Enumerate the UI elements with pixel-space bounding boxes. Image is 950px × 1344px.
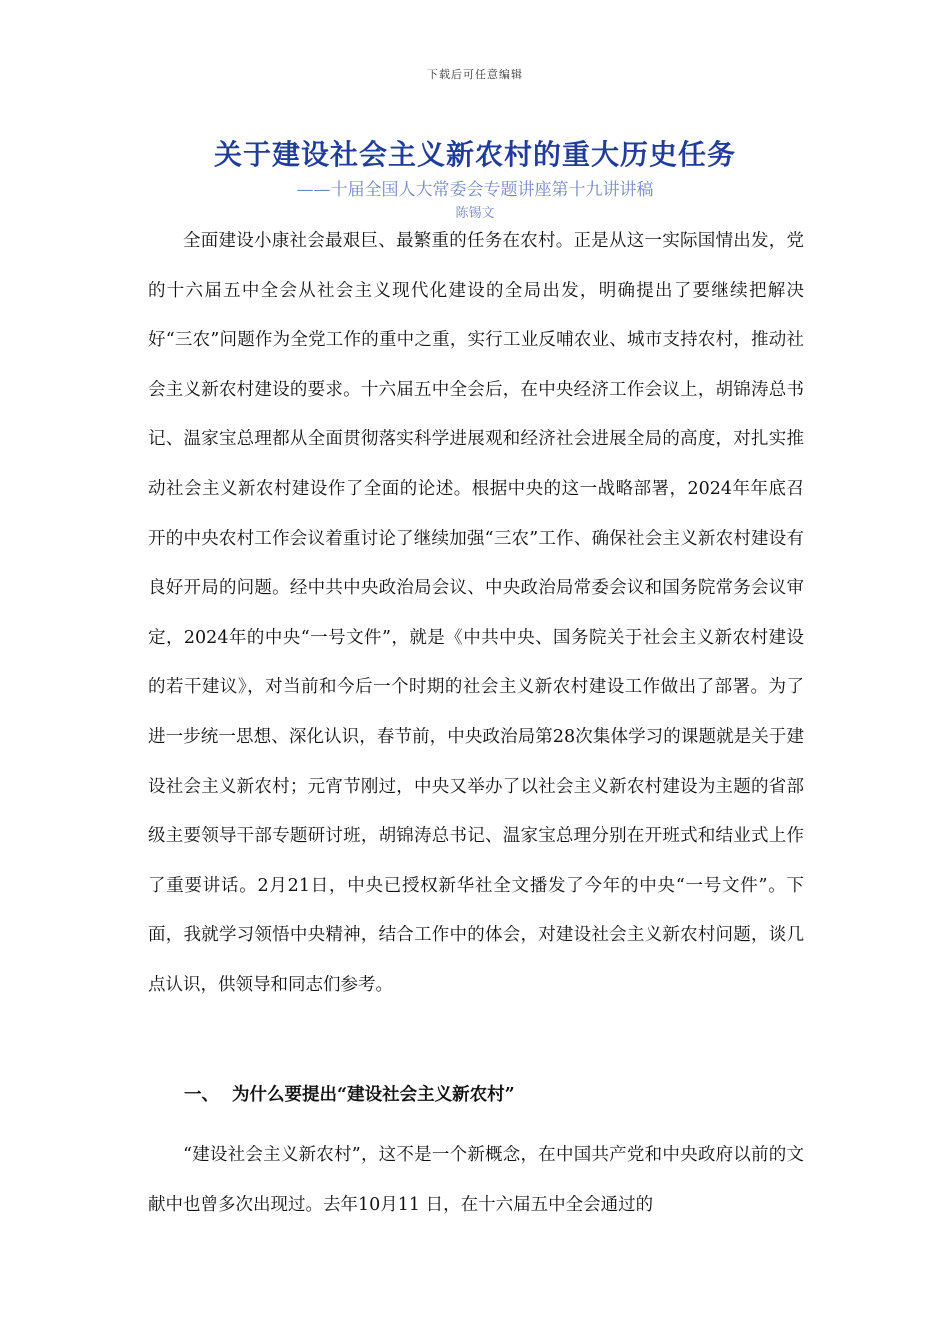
author-name: 陈锡文 [455,206,495,221]
section-number: 一、 [184,1085,219,1105]
section-heading-text: 为什么要提出“建设社会主义新农村” [232,1085,515,1105]
document-subtitle: ——十届全国人大常委会专题讲座第十九讲讲稿 [296,180,654,200]
header-note: 下载后可任意编辑 [427,68,523,81]
document-title: 关于建设社会主义新农村的重大历史任务 [213,138,736,171]
section-heading [184,1081,515,1106]
body-paragraph-1: 全面建设小康社会最艰巨、最繁重的任务在农村。正是从这一实际国情出发，党的十六届五中全会从社会主义现代化建设的全局出发，明确提出了要继续把解决好“三农”问题作为全党工作的重中之重，实行工业反哺农业、城市支持农村，推动社会主义新农村建设的要求。十六届五中全会后，在中央经济工作会议上，胡锦涛总书记、温家宝总理都从全面贯彻落实科学进展观和经济社会进展全局的高度，对扎实推动社会主义新农村建设作了全面的论述。根据中央的这一战略部署，2024年年底召开的中央农村工作会议着重讨论了继续加强“三农”工作、确保社会主义新农村建设有良好开局的问题。经中共中央政治局会议、中央政治局常委会议和国务院常务会议审定，2024年的中央“一号文件”，就是《中共中央、国务院关于社会主义新农村建设的若干建议》，对当前和今后一个时期的社会主义新农村建设工作做出了部署。为了进一步统一思想、深化认识，春节前，中央政治局第28次集体学习的课题就是关于建设社会主义新农村；元宵节刚过，中央又举办了以社会主义新农村建设为主题的省部级主要领导干部专题研讨班，胡锦涛总书记、温家宝总理分别在开班式和结业式上作了重要讲话。2月21日，中央已授权新华社全文播发了今年的中央“一号文件”。下面，我就学习领悟中央精神，结合工作中的体会，对建设社会主义新农村问题，谈几点认识，供领导和同志们参考。 [148,231,804,995]
body-paragraph-2: “建设社会主义新农村”，这不是一个新概念，在中国共产党和中央政府以前的文献中也曾多次出现过。去年10月11 日，在十六届五中全会通过的 [148,1145,804,1215]
